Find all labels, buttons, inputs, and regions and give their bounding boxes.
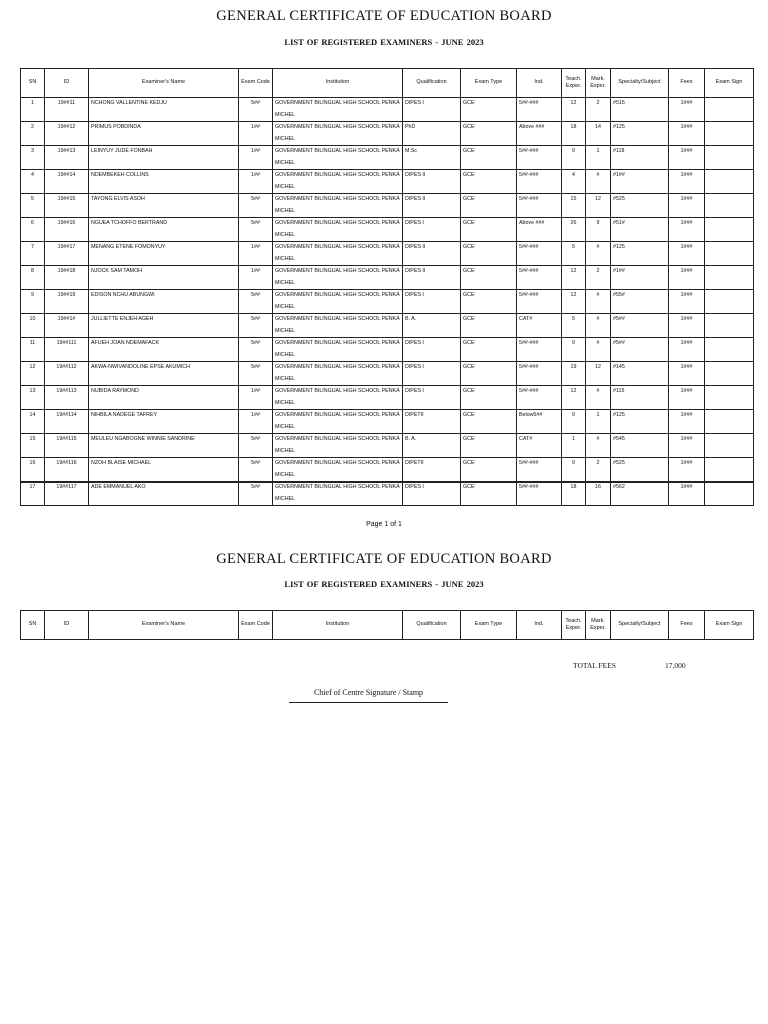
cell-fees: 1### — [669, 146, 705, 170]
cell-exam-sign — [705, 362, 754, 386]
cell-exam-sign — [705, 458, 754, 482]
cell-exam-type: GCE — [461, 146, 517, 170]
table-row — [21, 482, 754, 506]
table-body — [21, 98, 754, 506]
cell-institution: GOVERNMENT BILINGUAL HIGH SCHOOL PENKA MICHEL — [273, 482, 403, 506]
cell-exam-sign — [705, 290, 754, 314]
cell-id: 19##14 — [45, 170, 89, 194]
cell-teach-exper: 12 — [562, 266, 586, 290]
cell-exam-type: GCE — [461, 98, 517, 122]
header-ind: Ind. — [517, 611, 562, 640]
cell-exam-sign — [705, 434, 754, 458]
table-row — [21, 386, 754, 410]
cell-fees: 1### — [669, 482, 705, 506]
header-sn: SN — [21, 69, 45, 98]
cell-sn: 14 — [21, 410, 45, 434]
page-number: Page 1 of 1 — [366, 521, 402, 528]
table-row — [21, 338, 754, 362]
header-ind: Ind. — [517, 69, 562, 98]
cell-institution: GOVERNMENT BILINGUAL HIGH SCHOOL PENKA MICHEL — [273, 194, 403, 218]
cell-exam-sign — [705, 242, 754, 266]
cell-mark-exper: # — [586, 242, 611, 266]
cell-examiner-name: LEINYUY JUDE FONBAH — [89, 146, 239, 170]
cell-exam-code: 5## — [239, 194, 273, 218]
cell-institution: GOVERNMENT BILINGUAL HIGH SCHOOL PENKA MICHEL — [273, 338, 403, 362]
cell-id: 19##12 — [45, 122, 89, 146]
header-specialty: Specialty/Subject — [611, 611, 669, 640]
cell-fees: 1### — [669, 122, 705, 146]
header-teach-exper: Teach. Exper. — [562, 611, 586, 640]
cell-specialty: #525 — [611, 458, 669, 482]
header-specialty: Specialty/Subject — [611, 69, 669, 98]
cell-specialty: #51# — [611, 218, 669, 242]
cell-exam-code: 5## — [239, 362, 273, 386]
table-header-row — [21, 69, 754, 98]
cell-teach-exper: 5 — [562, 314, 586, 338]
table-row — [21, 290, 754, 314]
cell-sn: 6 — [21, 218, 45, 242]
cell-qualification: B. A. — [403, 314, 461, 338]
cell-specialty: #115 — [611, 386, 669, 410]
cell-ind: Above ### — [517, 218, 562, 242]
cell-ind: 5##-### — [517, 482, 562, 506]
header-institution: Institution — [273, 611, 403, 640]
cell-examiner-name: ADE EMMANUEL AKO — [89, 482, 239, 506]
cell-examiner-name: EDISON NCHU ABUNGWI — [89, 290, 239, 314]
cell-exam-type: GCE — [461, 242, 517, 266]
table-row — [21, 434, 754, 458]
cell-examiner-name: NZOH BLAISE MICHAEL — [89, 458, 239, 482]
cell-ind: 5##-### — [517, 194, 562, 218]
cell-examiner-name: NCHONG VALLENTINE KEDJU — [89, 98, 239, 122]
cell-exam-type: GCE — [461, 458, 517, 482]
cell-id: 19##19 — [45, 290, 89, 314]
cell-sn: 9 — [21, 290, 45, 314]
cell-sn: 7 — [21, 242, 45, 266]
table-bottom-rule-page2 — [20, 639, 753, 640]
cell-id: 19##16 — [45, 218, 89, 242]
cell-institution: GOVERNMENT BILINGUAL HIGH SCHOOL PENKA MICHEL — [273, 98, 403, 122]
cell-institution: GOVERNMENT BILINGUAL HIGH SCHOOL PENKA MICHEL — [273, 266, 403, 290]
cell-exam-type: GCE — [461, 170, 517, 194]
cell-qualification: DIPES I — [403, 218, 461, 242]
cell-examiner-name: NJOCK SAM TAMOH — [89, 266, 239, 290]
cell-exam-sign — [705, 266, 754, 290]
cell-teach-exper: 9 — [562, 338, 586, 362]
header-exam-sign: Exam Sign — [705, 611, 754, 640]
cell-teach-exper: 1 — [562, 434, 586, 458]
cell-sn: 3 — [21, 146, 45, 170]
cell-exam-type: GCE — [461, 314, 517, 338]
cell-qualification: DIPES I — [403, 98, 461, 122]
cell-fees: 1### — [669, 434, 705, 458]
cell-mark-exper: 2 — [586, 98, 611, 122]
cell-exam-code: 5## — [239, 458, 273, 482]
cell-mark-exper: 1 — [586, 410, 611, 434]
document-title-page2: GENERAL CERTIFICATE OF EDUCATION BOARD — [216, 551, 552, 567]
cell-ind: 5##-### — [517, 458, 562, 482]
cell-id: 19##115 — [45, 434, 89, 458]
cell-institution: GOVERNMENT BILINGUAL HIGH SCHOOL PENKA MICHEL — [273, 314, 403, 338]
cell-qualification: DIPES II — [403, 170, 461, 194]
cell-exam-sign — [705, 314, 754, 338]
header-qualification: Qualification — [403, 69, 461, 98]
cell-fees: 1### — [669, 410, 705, 434]
examiners-table — [20, 68, 754, 506]
header-exam-type: Exam Type — [461, 69, 517, 98]
cell-teach-exper: 4 — [562, 170, 586, 194]
cell-exam-sign — [705, 194, 754, 218]
cell-sn: 1 — [21, 98, 45, 122]
cell-qualification: DIPES I — [403, 362, 461, 386]
cell-exam-type: GCE — [461, 194, 517, 218]
cell-id: 19##114 — [45, 410, 89, 434]
cell-fees: 1### — [669, 338, 705, 362]
cell-qualification: DIPETII — [403, 410, 461, 434]
cell-fees: 1### — [669, 386, 705, 410]
header-institution: Institution — [273, 69, 403, 98]
cell-mark-exper: 16 — [586, 482, 611, 506]
cell-teach-exper: 15 — [562, 194, 586, 218]
cell-mark-exper: # — [586, 290, 611, 314]
cell-sn: 15 — [21, 434, 45, 458]
cell-id: 19##116 — [45, 458, 89, 482]
cell-exam-type: GCE — [461, 362, 517, 386]
cell-qualification: DIPES II — [403, 194, 461, 218]
cell-sn: 17 — [21, 482, 45, 506]
cell-ind: 5##-### — [517, 362, 562, 386]
cell-qualification: DIPES I — [403, 338, 461, 362]
cell-sn: 10 — [21, 314, 45, 338]
cell-sn: 13 — [21, 386, 45, 410]
cell-exam-code: 5## — [239, 290, 273, 314]
cell-ind: Above ### — [517, 122, 562, 146]
cell-qualification: M.Sc — [403, 146, 461, 170]
table-row — [21, 362, 754, 386]
cell-id: 19##11 — [45, 98, 89, 122]
cell-fees: 1### — [669, 98, 705, 122]
cell-teach-exper: 18 — [562, 122, 586, 146]
cell-specialty: #55# — [611, 290, 669, 314]
cell-institution: GOVERNMENT BILINGUAL HIGH SCHOOL PENKA MICHEL — [273, 218, 403, 242]
cell-examiner-name: MEULEU NGABOGNE WINNIE SANDRINE — [89, 434, 239, 458]
cell-fees: 1### — [669, 218, 705, 242]
cell-teach-exper: 12 — [562, 290, 586, 314]
cell-teach-exper: 9 — [562, 146, 586, 170]
cell-qualification: DIPES I — [403, 482, 461, 506]
cell-fees: 1### — [669, 314, 705, 338]
cell-exam-type: GCE — [461, 410, 517, 434]
cell-specialty: #118 — [611, 146, 669, 170]
cell-examiner-name: NUBIDA RAYMOND — [89, 386, 239, 410]
cell-ind: Below5## — [517, 410, 562, 434]
cell-ind: 5##-### — [517, 98, 562, 122]
cell-exam-sign — [705, 338, 754, 362]
cell-qualification: B. A. — [403, 434, 461, 458]
cell-mark-exper: # — [586, 434, 611, 458]
total-fees-value: 17,000 — [665, 661, 686, 670]
header-fees: Fees — [669, 69, 705, 98]
signature-line — [289, 702, 448, 703]
cell-exam-sign — [705, 482, 754, 506]
cell-exam-type: GCE — [461, 290, 517, 314]
cell-examiner-name: MENANG ETENE FOMONYUY — [89, 242, 239, 266]
cell-sn: 4 — [21, 170, 45, 194]
cell-institution: GOVERNMENT BILINGUAL HIGH SCHOOL PENKA MICHEL — [273, 122, 403, 146]
cell-specialty: #5## — [611, 314, 669, 338]
cell-teach-exper: 19 — [562, 362, 586, 386]
cell-fees: 1### — [669, 242, 705, 266]
cell-examiner-name: NGUEA TCHOFFO BERTRAND — [89, 218, 239, 242]
cell-exam-code: 1## — [239, 170, 273, 194]
cell-specialty: #562 — [611, 482, 669, 506]
cell-id: 19##111 — [45, 338, 89, 362]
cell-mark-exper: 14 — [586, 122, 611, 146]
cell-specialty: #145 — [611, 362, 669, 386]
cell-mark-exper: # — [586, 386, 611, 410]
cell-examiner-name: AKWA-NWIVANDOLINE EPSE AKUMICH — [89, 362, 239, 386]
cell-exam-sign — [705, 170, 754, 194]
cell-institution: GOVERNMENT BILINGUAL HIGH SCHOOL PENKA MICHEL — [273, 386, 403, 410]
cell-teach-exper: 9 — [562, 410, 586, 434]
cell-id: 19##13 — [45, 146, 89, 170]
cell-exam-type: GCE — [461, 482, 517, 506]
cell-mark-exper: # — [586, 314, 611, 338]
header-teach-exper: Teach. Exper. — [562, 69, 586, 98]
cell-qualification: DIPES II — [403, 266, 461, 290]
cell-exam-type: GCE — [461, 266, 517, 290]
cell-id: 19##15 — [45, 194, 89, 218]
cell-exam-code: 5## — [239, 314, 273, 338]
cell-qualification: DIPES II — [403, 242, 461, 266]
cell-exam-sign — [705, 122, 754, 146]
cell-specialty: #1## — [611, 170, 669, 194]
cell-sn: 8 — [21, 266, 45, 290]
cell-specialty: #125 — [611, 242, 669, 266]
cell-mark-exper: # — [586, 338, 611, 362]
document-subtitle: LIST OF REGISTERED EXAMINERS - JUNE 2023 — [284, 37, 484, 47]
cell-exam-type: GCE — [461, 122, 517, 146]
cell-mark-exper: 12 — [586, 362, 611, 386]
cell-exam-sign — [705, 410, 754, 434]
table-row — [21, 458, 754, 482]
cell-exam-code: 1## — [239, 386, 273, 410]
header-exam-code: Exam Code — [239, 611, 273, 640]
cell-institution: GOVERNMENT BILINGUAL HIGH SCHOOL PENKA MICHEL — [273, 242, 403, 266]
table-row — [21, 266, 754, 290]
table-row — [21, 194, 754, 218]
cell-exam-type: GCE — [461, 338, 517, 362]
cell-teach-exper: 12 — [562, 98, 586, 122]
cell-specialty: #125 — [611, 122, 669, 146]
header-fees: Fees — [669, 611, 705, 640]
cell-mark-exper: 9 — [586, 218, 611, 242]
table-row — [21, 314, 754, 338]
header-examiner-name: Examiner's Name — [89, 69, 239, 98]
cell-teach-exper: 5 — [562, 242, 586, 266]
cell-exam-code: 1## — [239, 122, 273, 146]
document-title: GENERAL CERTIFICATE OF EDUCATION BOARD — [216, 8, 552, 24]
table-row — [21, 170, 754, 194]
cell-institution: GOVERNMENT BILINGUAL HIGH SCHOOL PENKA MICHEL — [273, 362, 403, 386]
cell-mark-exper: # — [586, 170, 611, 194]
table-row — [21, 122, 754, 146]
header-examiner-name: Examiner's Name — [89, 611, 239, 640]
cell-ind: 5##-### — [517, 386, 562, 410]
cell-specialty: #545 — [611, 434, 669, 458]
cell-sn: 16 — [21, 458, 45, 482]
cell-exam-code: 5## — [239, 98, 273, 122]
document-subtitle-page2: LIST OF REGISTERED EXAMINERS - JUNE 2023 — [284, 579, 484, 589]
cell-specialty: #125 — [611, 410, 669, 434]
cell-examiner-name: JULLIETTE ENJEH AGEH — [89, 314, 239, 338]
header-exam-type: Exam Type — [461, 611, 517, 640]
header-mark-exper: Mark. Exper. — [586, 69, 611, 98]
header-id: ID — [45, 69, 89, 98]
cell-specialty: #525 — [611, 194, 669, 218]
table-row — [21, 146, 754, 170]
cell-ind: 5##-### — [517, 146, 562, 170]
cell-specialty: #1## — [611, 266, 669, 290]
cell-sn: 5 — [21, 194, 45, 218]
cell-fees: 1### — [669, 170, 705, 194]
table-row — [21, 98, 754, 122]
cell-teach-exper: 18 — [562, 482, 586, 506]
cell-ind: CAT# — [517, 434, 562, 458]
table-bottom-rule — [20, 482, 753, 483]
header-exam-sign: Exam Sign — [705, 69, 754, 98]
header-exam-code: Exam Code — [239, 69, 273, 98]
header-sn: SN — [21, 611, 45, 640]
cell-id: 19##112 — [45, 362, 89, 386]
cell-exam-code: 1## — [239, 146, 273, 170]
cell-institution: GOVERNMENT BILINGUAL HIGH SCHOOL PENKA MICHEL — [273, 290, 403, 314]
cell-id: 19##113 — [45, 386, 89, 410]
cell-mark-exper: 2 — [586, 266, 611, 290]
table-row — [21, 242, 754, 266]
cell-exam-code: 1## — [239, 410, 273, 434]
cell-sn: 12 — [21, 362, 45, 386]
cell-ind: 5##-### — [517, 338, 562, 362]
cell-qualification: DIPETII — [403, 458, 461, 482]
cell-id: 19##18 — [45, 266, 89, 290]
signature-label: Chief of Centre Signature / Stamp — [313, 688, 424, 697]
cell-fees: 1### — [669, 458, 705, 482]
cell-exam-sign — [705, 386, 754, 410]
cell-institution: GOVERNMENT BILINGUAL HIGH SCHOOL PENKA MICHEL — [273, 458, 403, 482]
cell-exam-code: 5## — [239, 482, 273, 506]
cell-sn: 2 — [21, 122, 45, 146]
cell-exam-sign — [705, 218, 754, 242]
cell-ind: 5##-### — [517, 266, 562, 290]
cell-mark-exper: 12 — [586, 194, 611, 218]
cell-exam-code: 5## — [239, 338, 273, 362]
cell-qualification: DIPES I — [403, 386, 461, 410]
cell-exam-code: 5## — [239, 218, 273, 242]
cell-exam-type: GCE — [461, 386, 517, 410]
cell-sn: 11 — [21, 338, 45, 362]
total-fees-label: TOTAL FEES — [573, 661, 616, 670]
cell-id: 19##117 — [45, 482, 89, 506]
cell-qualification: PhD — [403, 122, 461, 146]
examiners-table-header-page2 — [20, 610, 754, 640]
cell-fees: 1### — [669, 266, 705, 290]
table-row — [21, 218, 754, 242]
cell-institution: GOVERNMENT BILINGUAL HIGH SCHOOL PENKA MICHEL — [273, 434, 403, 458]
cell-examiner-name: TAYONG ELVIS ASOH — [89, 194, 239, 218]
cell-exam-code: 1## — [239, 266, 273, 290]
cell-exam-sign — [705, 146, 754, 170]
cell-ind: 5##-### — [517, 290, 562, 314]
cell-fees: 1### — [669, 290, 705, 314]
cell-exam-type: GCE — [461, 218, 517, 242]
cell-mark-exper: 2 — [586, 458, 611, 482]
cell-ind: CAT# — [517, 314, 562, 338]
cell-institution: GOVERNMENT BILINGUAL HIGH SCHOOL PENKA MICHEL — [273, 410, 403, 434]
cell-examiner-name: AFUEH JOAN NDEMAFACK — [89, 338, 239, 362]
cell-exam-sign — [705, 98, 754, 122]
cell-exam-type: GCE — [461, 434, 517, 458]
cell-teach-exper: 12 — [562, 386, 586, 410]
cell-ind: 5##-### — [517, 242, 562, 266]
cell-exam-code: 1## — [239, 242, 273, 266]
cell-exam-code: 5## — [239, 434, 273, 458]
cell-specialty: #5## — [611, 338, 669, 362]
cell-examiner-name: NDEMBEKEH COLLINS — [89, 170, 239, 194]
cell-examiner-name: PRIMUS POBDINDA — [89, 122, 239, 146]
cell-ind: 5##-### — [517, 170, 562, 194]
cell-teach-exper: 9 — [562, 458, 586, 482]
cell-fees: 1### — [669, 194, 705, 218]
cell-mark-exper: 1 — [586, 146, 611, 170]
table-row — [21, 410, 754, 434]
cell-id: 19##1# — [45, 314, 89, 338]
cell-qualification: DIPES I — [403, 290, 461, 314]
cell-id: 19##17 — [45, 242, 89, 266]
header-qualification: Qualification — [403, 611, 461, 640]
cell-examiner-name: NIHBILA NADEGE TAFREY — [89, 410, 239, 434]
header-mark-exper: Mark. Exper. — [586, 611, 611, 640]
cell-institution: GOVERNMENT BILINGUAL HIGH SCHOOL PENKA MICHEL — [273, 146, 403, 170]
header-id: ID — [45, 611, 89, 640]
table-header-row — [21, 611, 754, 640]
cell-specialty: #515 — [611, 98, 669, 122]
cell-teach-exper: 26 — [562, 218, 586, 242]
cell-fees: 1### — [669, 362, 705, 386]
cell-institution: GOVERNMENT BILINGUAL HIGH SCHOOL PENKA MICHEL — [273, 170, 403, 194]
